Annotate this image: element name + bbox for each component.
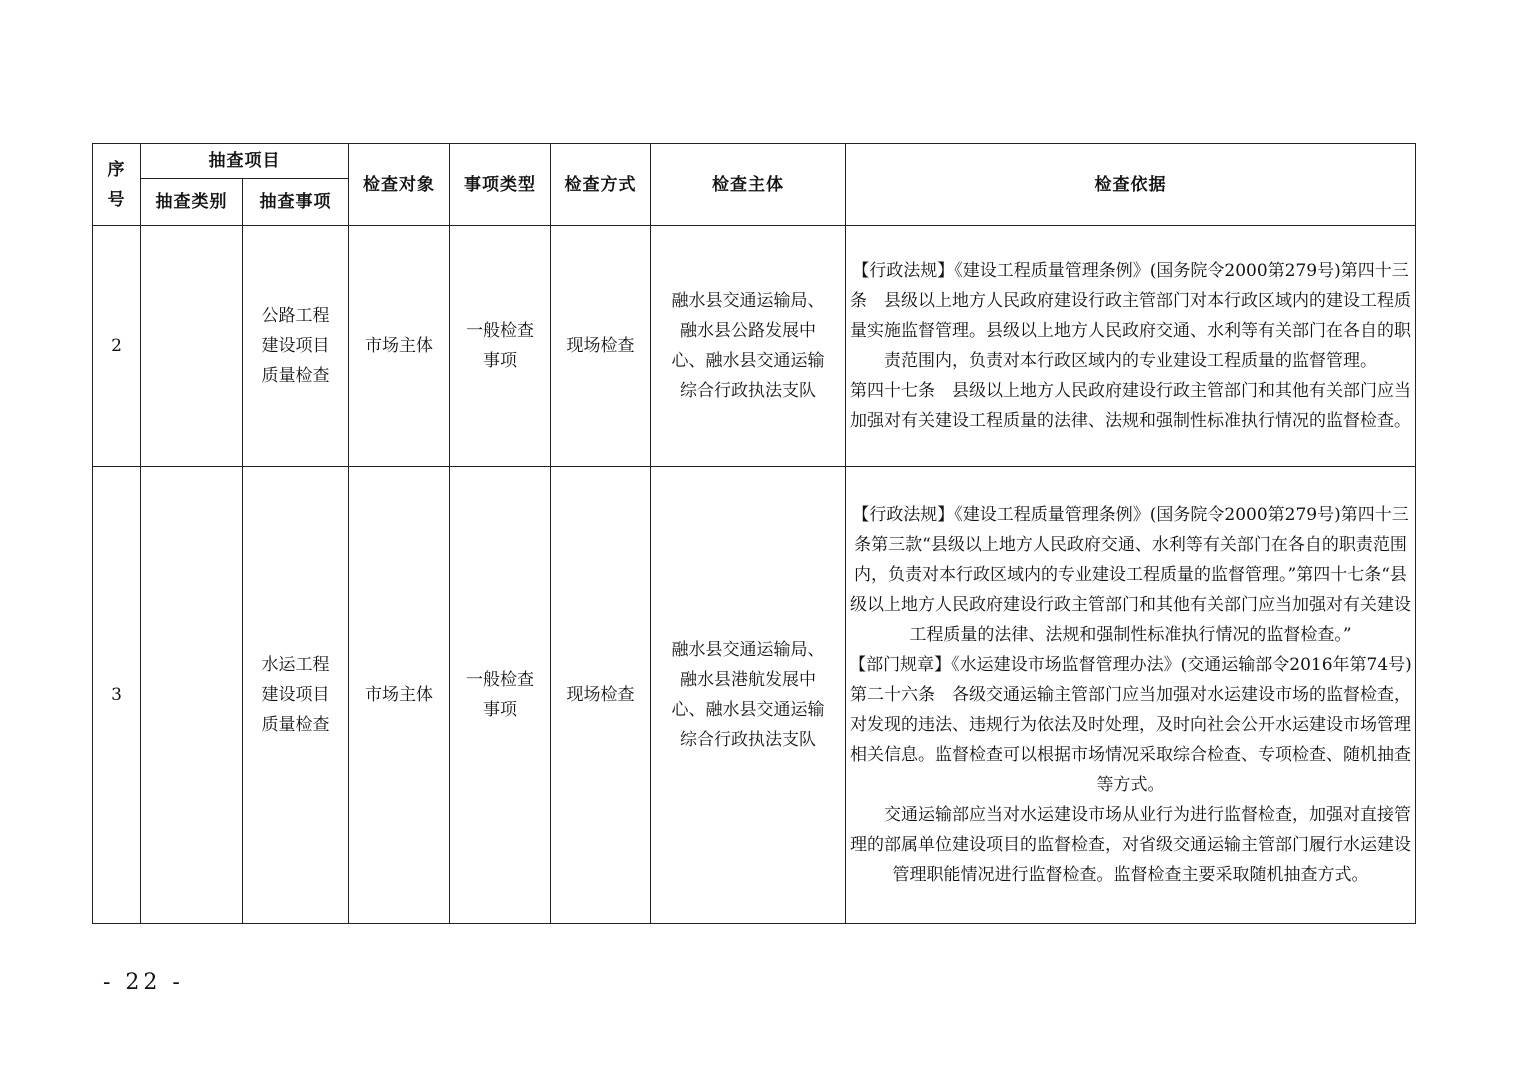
row-basis: [846, 226, 1416, 467]
row-item-type: 一般检查 事项: [450, 226, 551, 467]
row-subject: 融水县交通运输局、 融水县公路发展中 心、融水县交通运输 综合行政执法支队: [651, 226, 846, 467]
row-category: [141, 467, 243, 924]
page-number: - 22 -: [103, 970, 184, 995]
header-target: 检查对象: [349, 144, 450, 226]
header-basis: 检查依据: [846, 144, 1416, 226]
header-seq: 序 号: [93, 144, 141, 226]
row-target: 市场主体: [349, 467, 450, 924]
table-row: [93, 226, 1416, 467]
basis-paragraph: 【部门规章】《水运建设市场监督管理办法》(交通运输部令2016年第74号)第二十六条 各级交通运输主管部门应当加强对水运建设市场的监督检查，对发现的违法、违规行为依法及时处理，及时向社会公开水运建设市场管理相关信息。监督检查可以根据市场情况采取综合检查、专项检查、随机抽查等方式。: [849, 655, 1412, 795]
table-row: [93, 467, 1416, 924]
basis-paragraph: 交通运输部应当对水运建设市场从业行为进行监督检查，加强对直接管理的部属单位建设项目的监督检查，对省级交通运输主管部门履行水运建设管理职能情况进行监督检查。监督检查主要采取随机抽查方式。: [850, 805, 1411, 885]
basis-paragraph: 【行政法规】《建设工程质量管理条例》(国务院令2000第279号)第四十三条第三款“县级以上地方人民政府交通、水利等有关部门在各自的职责范围内，负责对本行政区域内的专业建设工程质量的监督管理。”第四十七条“县级以上地方人民政府建设行政主管部门和其他有关部门应当加强对有关建设工程质量的法律、法规和强制性标准执行情况的监督检查。”: [850, 505, 1411, 645]
header-subject: 检查主体: [651, 144, 846, 226]
row-item: 公路工程 建设项目 质量检查: [243, 226, 349, 467]
basis-paragraph: 第四十七条 县级以上地方人民政府建设行政主管部门和其他有关部门应当加强对有关建设工程质量的法律、法规和强制性标准执行情况的监督检查。: [850, 381, 1411, 431]
row-item: 水运工程 建设项目 质量检查: [243, 467, 349, 924]
header-item-type: 事项类型: [450, 144, 551, 226]
header-project-group: 抽查项目: [141, 144, 349, 179]
row-target: 市场主体: [349, 226, 450, 467]
row-category: [141, 226, 243, 467]
inspection-table: [92, 143, 1416, 924]
row-method: 现场检查: [551, 467, 651, 924]
row-seq: 3: [93, 467, 141, 924]
row-basis: [846, 467, 1416, 924]
header-method: 检查方式: [551, 144, 651, 226]
row-seq: 2: [93, 226, 141, 467]
row-item-type: 一般检查 事项: [450, 467, 551, 924]
header-category: 抽查类别: [141, 179, 243, 226]
row-subject: 融水县交通运输局、 融水县港航发展中 心、融水县交通运输 综合行政执法支队: [651, 467, 846, 924]
basis-paragraph: 【行政法规】《建设工程质量管理条例》(国务院令2000第279号)第四十三条 县级以上地方人民政府建设行政主管部门对本行政区域内的建设工程质量实施监督管理。县级以上地方人民政府交通、水利等有关部门在各自的职责范围内，负责对本行政区域内的专业建设工程质量的监督管理。: [850, 261, 1411, 371]
header-item: 抽查事项: [243, 179, 349, 226]
row-method: 现场检查: [551, 226, 651, 467]
